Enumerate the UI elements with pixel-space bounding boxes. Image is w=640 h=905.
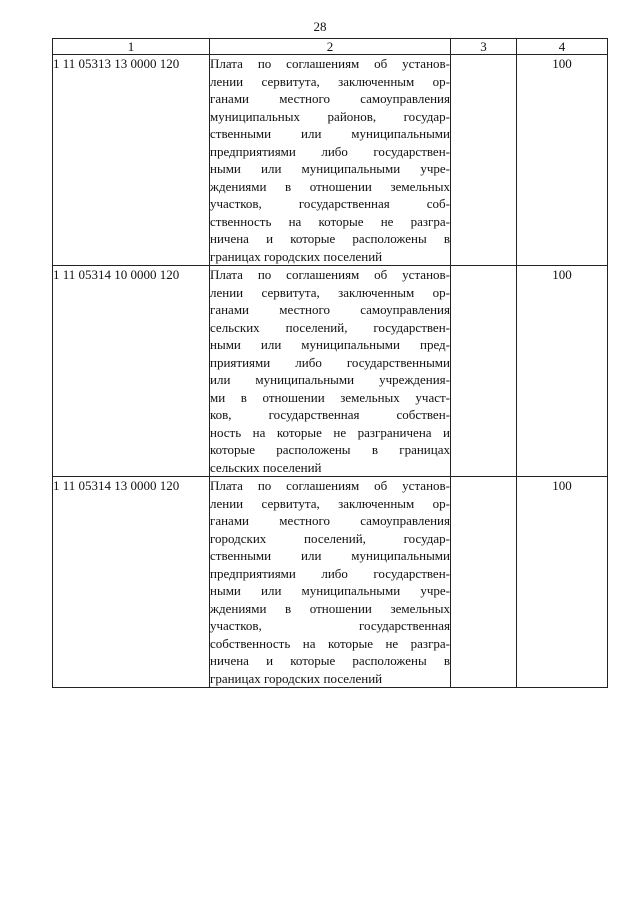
row-value: 100 [517, 266, 608, 477]
description-line: сельских поселений [210, 459, 322, 475]
description-line: Плата по соглашениям об установ- [210, 267, 450, 282]
row-code: 1 11 05313 13 0000 120 [53, 55, 210, 266]
description-line: ганами местного самоуправления [210, 302, 450, 317]
description-line: лении сервитута, заключенным ор- [210, 73, 450, 89]
description-line: ми в отношении земельных участ- [210, 389, 450, 405]
description-line: городских поселений, государ- [210, 530, 450, 546]
description-line: приятиями либо государственными [210, 354, 450, 370]
table-header-row [53, 39, 608, 55]
description-line: ственными или муниципальными [210, 548, 450, 563]
description-line: ганами местного самоуправления [210, 513, 450, 528]
description-line: Плата по соглашениям об установ- [210, 56, 450, 71]
description-line: сельских поселений, государствен- [210, 319, 450, 335]
description-line: ганами местного самоуправления [210, 91, 450, 106]
column-header-3: 3 [451, 39, 517, 55]
description-line: ственность на которые не разгра- [210, 213, 450, 229]
description-line: ными или муниципальными учре- [210, 161, 450, 176]
row-col3 [451, 266, 517, 477]
row-code: 1 11 05314 13 0000 120 [53, 477, 210, 688]
column-header-1: 1 [53, 39, 210, 55]
revenue-codes-table [52, 38, 608, 688]
row-value: 100 [517, 477, 608, 688]
row-description [210, 55, 451, 266]
row-description [210, 266, 451, 477]
description-line: муниципальных районов, государ- [210, 108, 450, 124]
description-line: лении сервитута, заключенным ор- [210, 495, 450, 511]
description-line: лении сервитута, заключенным ор- [210, 284, 450, 300]
description-line: предприятиями либо государствен- [210, 565, 450, 581]
table-row [53, 55, 608, 266]
row-value: 100 [517, 55, 608, 266]
description-line: Плата по соглашениям об установ- [210, 478, 450, 493]
table-row [53, 266, 608, 477]
table-row [53, 477, 608, 688]
description-line: границах городских поселений [210, 248, 383, 264]
description-line: границах городских поселений [210, 670, 383, 686]
description-line: ность на которые не разграничена и [210, 424, 450, 440]
description-line: ными или муниципальными учре- [210, 583, 450, 598]
column-header-4: 4 [517, 39, 608, 55]
column-header-2: 2 [210, 39, 451, 55]
description-line: ждениями в отношении земельных [210, 178, 450, 194]
description-line: ничена и которые расположены в [210, 231, 450, 246]
row-description [210, 477, 451, 688]
description-line: предприятиями либо государствен- [210, 143, 450, 159]
row-col3 [451, 55, 517, 266]
row-col3 [451, 477, 517, 688]
description-line: или муниципальными учреждения- [210, 372, 450, 387]
description-line: участков, государственная [210, 618, 450, 633]
row-code: 1 11 05314 10 0000 120 [53, 266, 210, 477]
description-line: ственными или муниципальными [210, 126, 450, 141]
description-line: ков, государственная собствен- [210, 407, 450, 422]
description-line: ными или муниципальными пред- [210, 337, 450, 352]
description-line: которые расположены в границах [210, 442, 450, 457]
description-line: ждениями в отношении земельных [210, 600, 450, 616]
description-line: ничена и которые расположены в [210, 653, 450, 668]
description-line: собственность на которые не разгра- [210, 635, 450, 651]
description-line: участков, государственная соб- [210, 196, 450, 211]
page-number: 28 [313, 19, 327, 34]
